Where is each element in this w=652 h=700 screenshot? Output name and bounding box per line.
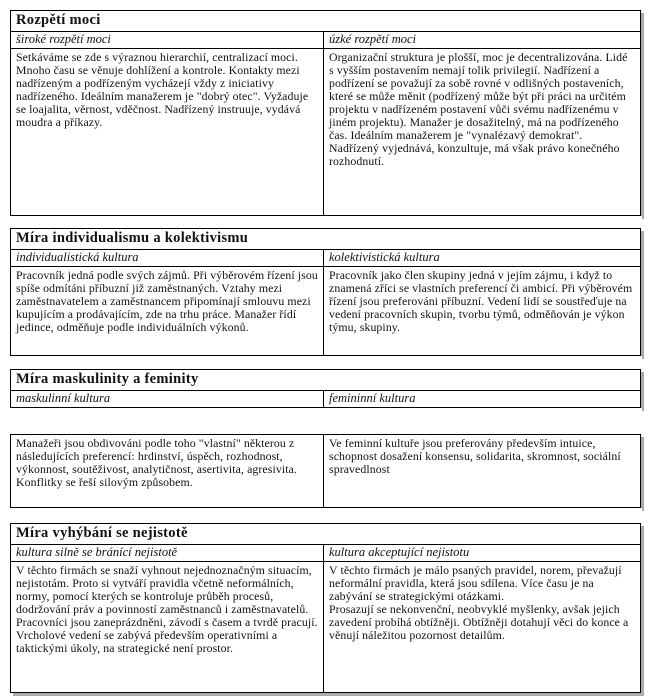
table-cell-right bbox=[324, 49, 640, 215]
paragraph: Vrcholové vedení se zabývá především operativními a taktickými úkoly, na strategické není prostor. bbox=[16, 628, 278, 655]
paragraph: Manažeři jsou obdivováni podle toho "vlastní" některou z následujících preferencí: hrdinství, úspěch, rozhodnost, výkonnost, soutěživost, analytičnost, asertivita, agresivita. Konflitky se řeší silovým způsobem. bbox=[16, 436, 297, 489]
table-header-row bbox=[11, 250, 640, 267]
table-uncertainty-avoidance bbox=[10, 523, 641, 693]
table-power-distance bbox=[10, 10, 641, 216]
column-header-right: kultura akceptující nejistotu bbox=[329, 545, 470, 559]
table-masculinity-femininity-body bbox=[10, 434, 641, 508]
table-split-gap bbox=[10, 408, 642, 434]
paragraph: V těchto firmách je málo psaných pravidel, norem, převažují neformální pravidla, která jsou sdílena. Více času je na zabývání se strategickými otázkami. bbox=[329, 563, 622, 603]
section-gap bbox=[10, 356, 642, 369]
table-body-row bbox=[11, 562, 640, 692]
table-cell-right bbox=[324, 562, 640, 692]
paragraph: Ve feminní kultuře jsou preferovány především intuice, schopnost dosažení konsensu, solidarita, skromnost, sociální spravedlnost bbox=[329, 436, 621, 476]
column-header-left: kultura silně se bránící nejistotě bbox=[11, 545, 324, 561]
table-cell-left bbox=[11, 49, 324, 215]
table-title: Rozpětí moci bbox=[11, 11, 640, 32]
table-masculinity-femininity-header bbox=[10, 369, 641, 408]
section-gap bbox=[10, 216, 642, 228]
table-cell-left bbox=[11, 562, 324, 692]
table-cell-right bbox=[324, 435, 640, 507]
column-header-right: úzké rozpětí moci bbox=[329, 32, 417, 46]
paragraph: Organizační struktura je plošší, moc je decentralizována. Lidé s vyšším postavením nemají tolik privilegií. Nadřízení a podřízení se považují za sobě rovné v odlišných postaveních, které se může měnit (podřízený může být při práci na určitém projektu v nadřízeném postavení vůči svému nadřízenému v jiném projektu). Manažer je dosažitelný, má na podřízeného čas. Ideálním manažerem je "vynalézavý demokrat". bbox=[329, 50, 628, 142]
column-header-right: femininní kultura bbox=[329, 391, 416, 405]
document-page bbox=[10, 10, 646, 693]
table-header-row bbox=[11, 391, 640, 407]
table-cell-right bbox=[324, 267, 640, 355]
paragraph: Setkáváme se zde s výraznou hierarchií, centralizací moci. Mnoho času se věnuje dohlížení a kontrole. Kontakty mezi nadřízeným a podřízeným vycházejí vždy z iniciativy nadřízeného. Ideálním manažerem je "dobrý otec". Vyžaduje se loajalita, věrnost, vděčnost. Nadřízený instruuje, vydává moudra a příkazy. bbox=[16, 50, 309, 129]
table-body-row bbox=[11, 267, 640, 355]
table-individualism-collectivism bbox=[10, 228, 641, 356]
table-title: Míra vyhýbání se nejistotě bbox=[11, 524, 640, 545]
table-header-row bbox=[11, 545, 640, 562]
column-header-left: široké rozpětí moci bbox=[11, 32, 324, 48]
section-gap bbox=[10, 508, 642, 523]
table-cell-left bbox=[11, 267, 324, 355]
paragraph: Prosazují se nekonvenční, neobvyklé myšlenky, avšak jejich zavedení probíhá obtížněji. Obtížněji dotahují věci do konce a věnují náležitou pozornost detailům. bbox=[329, 602, 629, 642]
table-title: Míra maskulinity a feminity bbox=[11, 370, 640, 391]
table-title: Míra individualismu a kolektivismu bbox=[11, 229, 640, 250]
paragraph: V těchto firmách se snaží vyhnout nejednoznačným situacím, nejistotám. Proto si vytváří pravidla včetně neformálních, normy, pomocí kterých se kontroluje průběh procesů, dodržování práv a povinností zaměstnanců i zaměstnavatelů. Pracovníci jsou zaneprázdněni, závodí s časem a tvrdě pracují. bbox=[16, 563, 318, 629]
table-body-row bbox=[11, 435, 640, 507]
table-header-row bbox=[11, 32, 640, 49]
paragraph: Pracovník jedná podle svých zájmů. Při výběrovém řízení jsou spíše odmítáni příbuzní již zaměstnaných. Vztahy mezi zaměstnavatelem a zaměstnancem připomínají smlouvu mezi kupujícím a prodávajícím, zde na trhu práce. Manažer řídí jedince, odměňuje podle individuálních výkonů. bbox=[16, 268, 318, 334]
table-cell-left bbox=[11, 435, 324, 507]
paragraph: Pracovník jako člen skupiny jedná v jejím zájmu, i když to znamená zříci se vlastních preferencí či ambicí. Při výběrovém řízení jsou preferováni příbuzní. Vedení lidí se soustřeďuje na vedení pracovních skupin, tvorbu týmů, odměňován je výkon týmu, skupiny. bbox=[329, 268, 633, 334]
paragraph: Nadřízený vyjednává, konzultuje, má však právo konečného rozhodnutí. bbox=[329, 141, 620, 168]
column-header-left: maskulinní kultura bbox=[11, 391, 324, 407]
column-header-left: individualistická kultura bbox=[11, 250, 324, 266]
table-body-row bbox=[11, 49, 640, 215]
column-header-right: kolektivistická kultura bbox=[329, 250, 440, 264]
